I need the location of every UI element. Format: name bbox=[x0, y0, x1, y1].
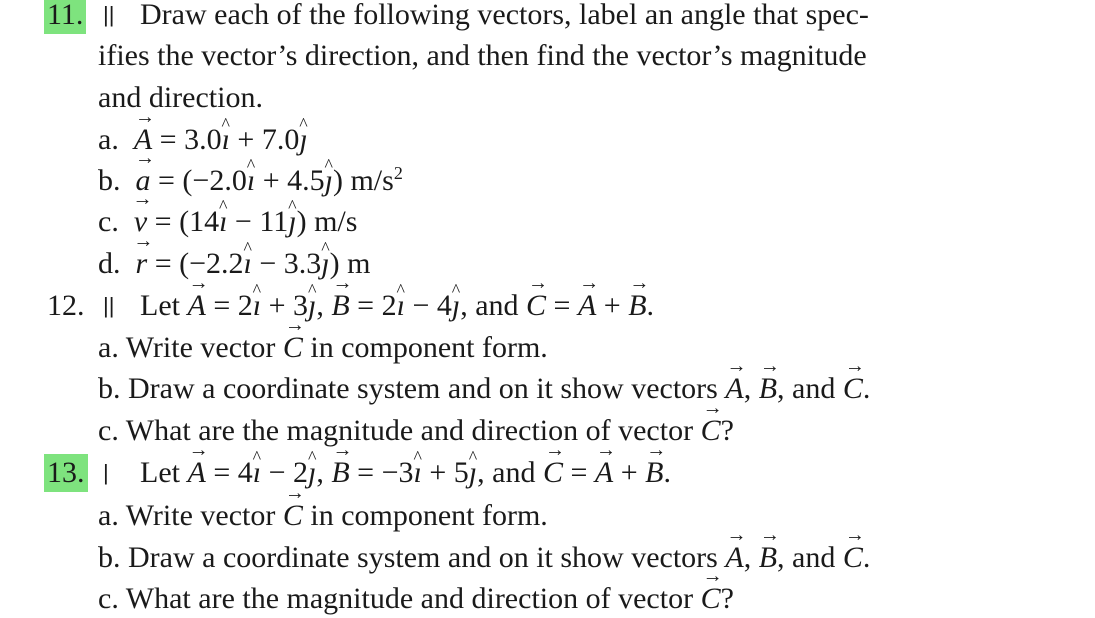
problem-11-part-a: a. → A = 3.0^ ı + 7.0^ ȷ bbox=[98, 121, 308, 159]
problem-13-part-c: c. What are the magnitude and direction of vector → C? bbox=[98, 580, 734, 618]
part-label: d. bbox=[98, 247, 121, 280]
vector-symbol: → v bbox=[134, 203, 147, 241]
problem-13-statement: Let → A = 4^ ı − 2^ ȷ, → B = −3^ ı + 5^ ȷ, and → C = → A + → B. bbox=[140, 454, 671, 492]
problem-11-line-2: ifies the vector’s direction, and then find the vector’s magnitude bbox=[98, 39, 867, 72]
problem-11-line-3: and direction. bbox=[98, 81, 263, 114]
problem-13-number: 13. bbox=[44, 454, 88, 492]
problem-12-part-c: c. What are the magnitude and direction of vector → C? bbox=[98, 412, 734, 450]
difficulty-marker: || bbox=[103, 293, 115, 318]
problem-13-part-a: a. Write vector → C in component form. bbox=[98, 497, 548, 535]
difficulty-marker: || bbox=[103, 2, 115, 27]
vector-symbol: → r bbox=[136, 245, 148, 283]
problem-13-part-b: b. Draw a coordinate system and on it show vectors → A, → B, and → C. bbox=[98, 539, 870, 577]
problem-11-part-b: b. → a = (−2.0^ ı + 4.5^ ȷ) $m/s^2$ bbox=[98, 162, 403, 200]
problem-12-part-a: a. Write vector → C in component form. bbox=[98, 329, 548, 367]
part-label: b. bbox=[98, 164, 121, 197]
part-label: a. bbox=[98, 123, 119, 156]
problem-12-part-b: b. Draw a coordinate system and on it show vectors → A, → B, and → C. bbox=[98, 370, 870, 408]
problem-11-part-d: d. → r = (−2.2^ ı − 3.3^ ȷ) m bbox=[98, 245, 370, 283]
problem-11-part-c: c. → v = (14^ ı − 11^ ȷ) m/s bbox=[98, 203, 357, 241]
vector-symbol: → A bbox=[134, 121, 152, 159]
problem-12-statement: Let → A = 2^ ı + 3^ ȷ, → B = 2^ ı − 4^ ȷ, and → C = → A + → B. bbox=[140, 287, 654, 325]
vector-symbol: → a bbox=[136, 162, 151, 200]
difficulty-marker: | bbox=[103, 460, 109, 485]
problem-12-number: 12. bbox=[47, 289, 85, 322]
problem-11-number: 11. bbox=[44, 0, 86, 34]
problem-11-line-1: Draw each of the following vectors, label an angle that spec- bbox=[140, 0, 869, 31]
part-label: c. bbox=[98, 205, 119, 238]
